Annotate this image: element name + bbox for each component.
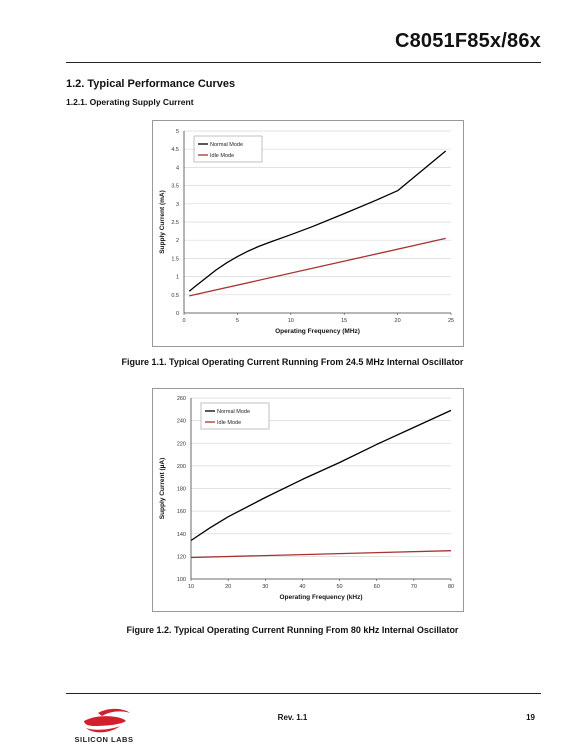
x-tick-label: 80	[447, 584, 455, 590]
y-tick-label: 140	[176, 531, 186, 538]
y-axis-label: Supply Current (mA)	[159, 190, 166, 254]
logo-wordmark: SILICON LABS	[74, 735, 134, 744]
figure-1-2-caption: Figure 1.2. Typical Operating Current Running From 80 kHz Internal Oscillator	[126, 625, 459, 635]
y-tick-label: 5	[175, 129, 179, 135]
legend-label: Normal Mode	[210, 142, 244, 148]
figure-1-1-caption: Figure 1.1. Typical Operating Current Running From 24.5 MHz Internal Oscillator	[121, 357, 464, 367]
x-tick-label: 60	[373, 584, 380, 590]
x-tick-label: 70	[410, 584, 417, 590]
legend-label: Idle Mode	[210, 153, 235, 159]
y-tick-label: 200	[176, 463, 186, 470]
y-tick-label: 1	[175, 274, 179, 281]
y-tick-label: 160	[176, 509, 186, 516]
x-tick-label: 50	[336, 584, 343, 590]
chart-supply-current-80khz	[152, 388, 464, 612]
y-tick-label: 2.5	[171, 220, 179, 226]
y-tick-label: 4	[175, 165, 179, 172]
y-tick-label: 1.5	[171, 256, 179, 263]
page-number: 19	[526, 713, 535, 722]
x-tick-label: 40	[299, 584, 306, 590]
chart-24mhz-svg	[153, 121, 463, 346]
x-axis-label: Operating Frequency (MHz)	[275, 328, 360, 335]
y-tick-label: 260	[176, 396, 186, 402]
x-tick-label: 15	[341, 318, 348, 324]
x-tick-label: 25	[447, 318, 455, 324]
y-tick-label: 240	[176, 418, 186, 425]
series-line-idle-mode	[189, 238, 445, 296]
series-line-normal-mode	[189, 151, 445, 291]
y-axis-label: Supply Current (µA)	[159, 457, 166, 520]
y-tick-label: 180	[176, 486, 186, 493]
x-tick-label: 20	[394, 318, 401, 324]
chart-supply-current-24mhz	[152, 120, 464, 347]
series-line-normal-mode	[191, 410, 451, 540]
y-tick-label: 220	[176, 441, 186, 448]
silicon-labs-logo	[64, 705, 144, 745]
footer-rule	[66, 693, 541, 694]
legend-label: Idle Mode	[217, 420, 242, 426]
y-tick-label: 4.5	[171, 147, 179, 154]
x-tick-label: 10	[287, 318, 294, 324]
x-tick-label: 30	[262, 584, 269, 590]
x-tick-label: 20	[225, 584, 232, 590]
x-tick-label: 10	[187, 584, 195, 590]
y-tick-label: 100	[176, 577, 186, 583]
header-rule	[66, 62, 541, 63]
section-title: 1.2. Typical Performance Curves	[66, 78, 236, 90]
x-tick-label: 0	[182, 318, 186, 324]
y-tick-label: 3	[175, 201, 179, 208]
part-number-title: C8051F85x/86x	[394, 30, 541, 52]
logo-icon	[64, 705, 144, 745]
legend-label: Normal Mode	[217, 409, 251, 415]
y-tick-label: 0	[175, 311, 179, 317]
y-tick-label: 3.5	[171, 183, 179, 190]
x-axis-label: Operating Frequency (kHz)	[279, 594, 363, 601]
y-tick-label: 0.5	[171, 292, 179, 299]
chart-80khz-svg	[153, 389, 463, 611]
y-tick-label: 2	[175, 238, 179, 245]
revision-label: Rev. 1.1	[277, 713, 308, 722]
y-tick-label: 120	[176, 554, 186, 561]
subsection-title: 1.2.1. Operating Supply Current	[66, 97, 194, 107]
x-tick-label: 5	[235, 318, 239, 324]
